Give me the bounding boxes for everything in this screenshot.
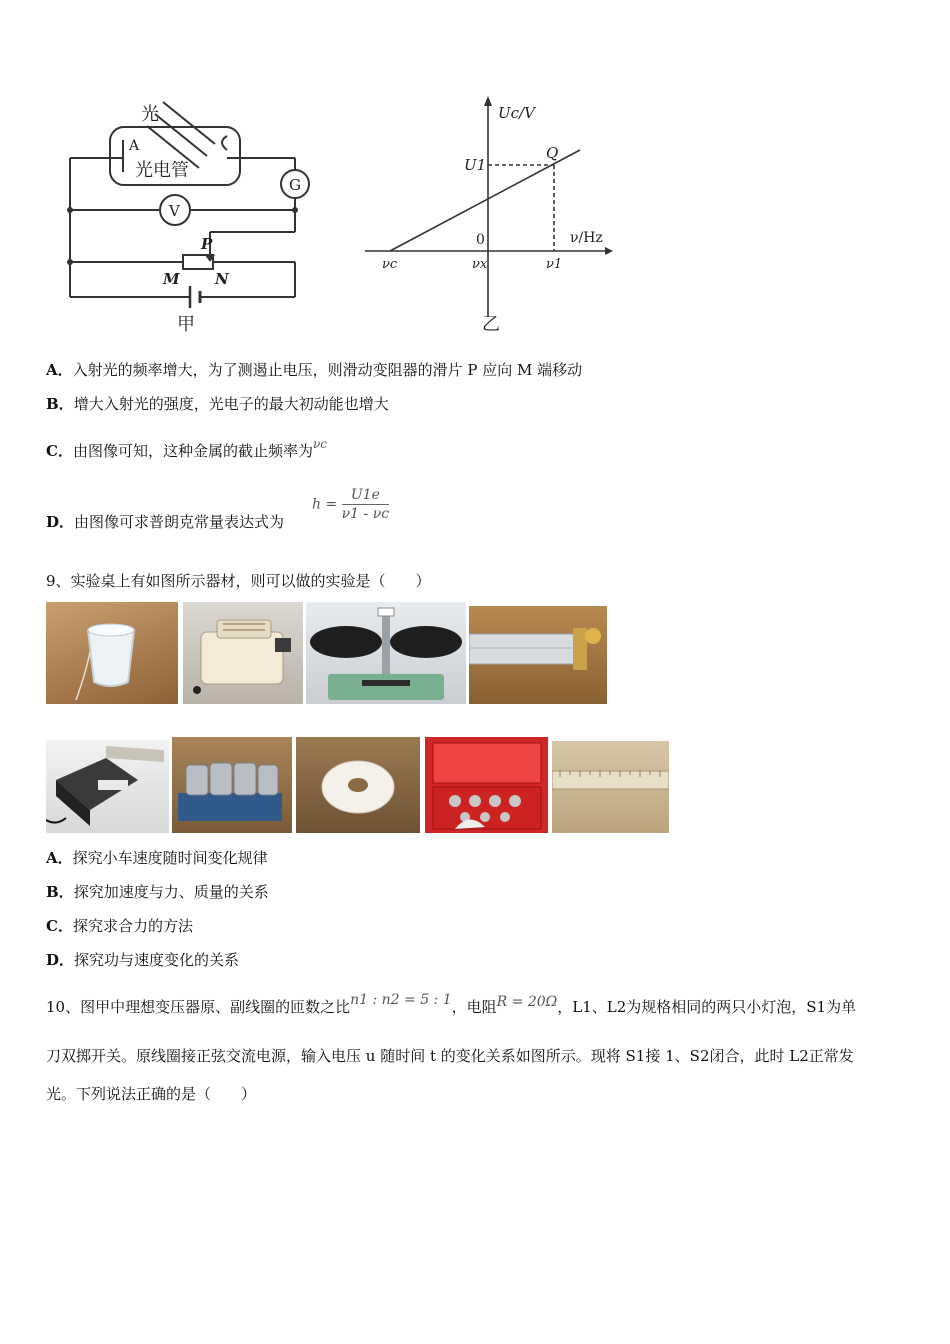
box-drawing: [425, 737, 548, 833]
paper-tape-photo: [296, 737, 420, 833]
origin-label: 0: [476, 232, 485, 248]
q9-option-d: [46, 950, 239, 970]
voltmeter-label: V: [169, 202, 180, 220]
option-letter: C．: [46, 917, 73, 935]
q8-option-c: [46, 437, 327, 462]
formula-numerator: U1e: [342, 487, 389, 505]
q9-option-c: [46, 916, 193, 936]
anode-label: A: [129, 138, 140, 154]
track-drawing: [469, 606, 607, 704]
q10-text-c: ，L1、L2为规格相同的两只小灯泡，S1为单: [557, 998, 857, 1016]
ruler-photo: [552, 741, 669, 833]
option-text: 探究求合力的方法: [72, 917, 193, 935]
nu-c-label: νc: [382, 257, 398, 272]
y-axis-label: Uc/V: [498, 104, 535, 122]
q8-option-b: [46, 394, 389, 414]
power-drawing: [46, 740, 169, 833]
graph-figure-yi: [360, 92, 630, 337]
timer-drawing: [183, 602, 303, 704]
balance-drawing: [306, 602, 466, 704]
option-letter: C．: [46, 442, 73, 460]
option-letter: D．: [46, 951, 75, 969]
paper-cup-photo: [46, 602, 178, 704]
slider-label: P: [201, 235, 213, 253]
option-letter: D．: [46, 513, 75, 531]
air-track-photo: [469, 606, 607, 704]
option-letter: A．: [46, 361, 73, 379]
option-text: 探究功与速度变化的关系: [74, 951, 240, 969]
spark-timer-photo: [183, 602, 303, 704]
option-text: 探究加速度与力、质量的关系: [73, 883, 269, 901]
light-label: 光: [141, 104, 159, 125]
galvanometer-label: G: [289, 176, 301, 194]
resistance-formula: R = 20Ω: [496, 994, 558, 1010]
balance-scale-photo: [306, 602, 466, 704]
nu-1-label: ν1: [546, 257, 563, 272]
q10-line-3: 光。下列说法正确的是（ ）: [46, 1085, 257, 1103]
option-letter: A．: [46, 849, 73, 867]
formula-lhs: h =: [312, 496, 338, 513]
tube-label: 光电管: [135, 160, 189, 181]
q10-text-b: ，电阻: [451, 998, 497, 1016]
turns-ratio-formula: n1 : n2 = 5 : 1: [350, 992, 452, 1008]
figure-jia-caption: 甲: [177, 314, 195, 335]
option-text: 由图像可求普朗克常量表达式为: [74, 513, 285, 531]
q8-option-d: [46, 512, 284, 532]
point-q-label: Q: [546, 144, 559, 162]
ruler-drawing: [552, 741, 669, 833]
tape-drawing: [296, 737, 420, 833]
option-letter: B．: [46, 883, 74, 901]
q8-option-a: [46, 360, 582, 380]
rheostat-n-label: N: [215, 270, 229, 288]
option-text: 由图像可知，这种金属的截止频率为: [72, 442, 313, 460]
option-text: 入射光的频率增大，为了测遏止电压，则滑动变阻器的滑片 P 应向 M 端移动: [72, 361, 583, 379]
planck-formula: [312, 487, 389, 522]
power-supply-photo: [46, 740, 169, 833]
circuit-figure-jia: [55, 92, 325, 337]
cutoff-frequency-formula: νc: [312, 437, 327, 451]
rheostat-m-label: M: [163, 270, 180, 288]
q10-text-a: 10、图甲中理想变压器原、副线圈的匝数之比: [46, 998, 351, 1016]
q10-line-1: [46, 992, 857, 1018]
weights-drawing: [172, 737, 292, 833]
weights-set-photo: [172, 737, 292, 833]
q10-line-2: 刀双掷开关。原线圈接正弦交流电源，输入电压 u 随时间 t 的变化关系如图所示。现将 S1接 1、S2闭合，此时 L2正常发: [46, 1047, 854, 1065]
hook-weights-box-photo: [425, 737, 548, 833]
q9-option-a: [46, 848, 268, 868]
formula-denominator: ν1 - νc: [341, 506, 390, 522]
option-text: 探究小车速度随时间变化规律: [72, 849, 268, 867]
formula-fraction: [342, 487, 389, 522]
figure-yi-caption: 乙: [482, 314, 500, 335]
q9-stem: 9、实验桌上有如图所示器材，则可以做的实验是（ ）: [46, 572, 431, 590]
option-text: 增大入射光的强度，光电子的最大初动能也增大: [73, 395, 389, 413]
option-letter: B．: [46, 395, 74, 413]
x-axis-label: ν/Hz: [570, 230, 603, 246]
cup-drawing: [46, 602, 178, 704]
nu-x-label: νx: [472, 257, 488, 272]
q9-option-b: [46, 882, 269, 902]
u1-label: U1: [464, 156, 487, 174]
